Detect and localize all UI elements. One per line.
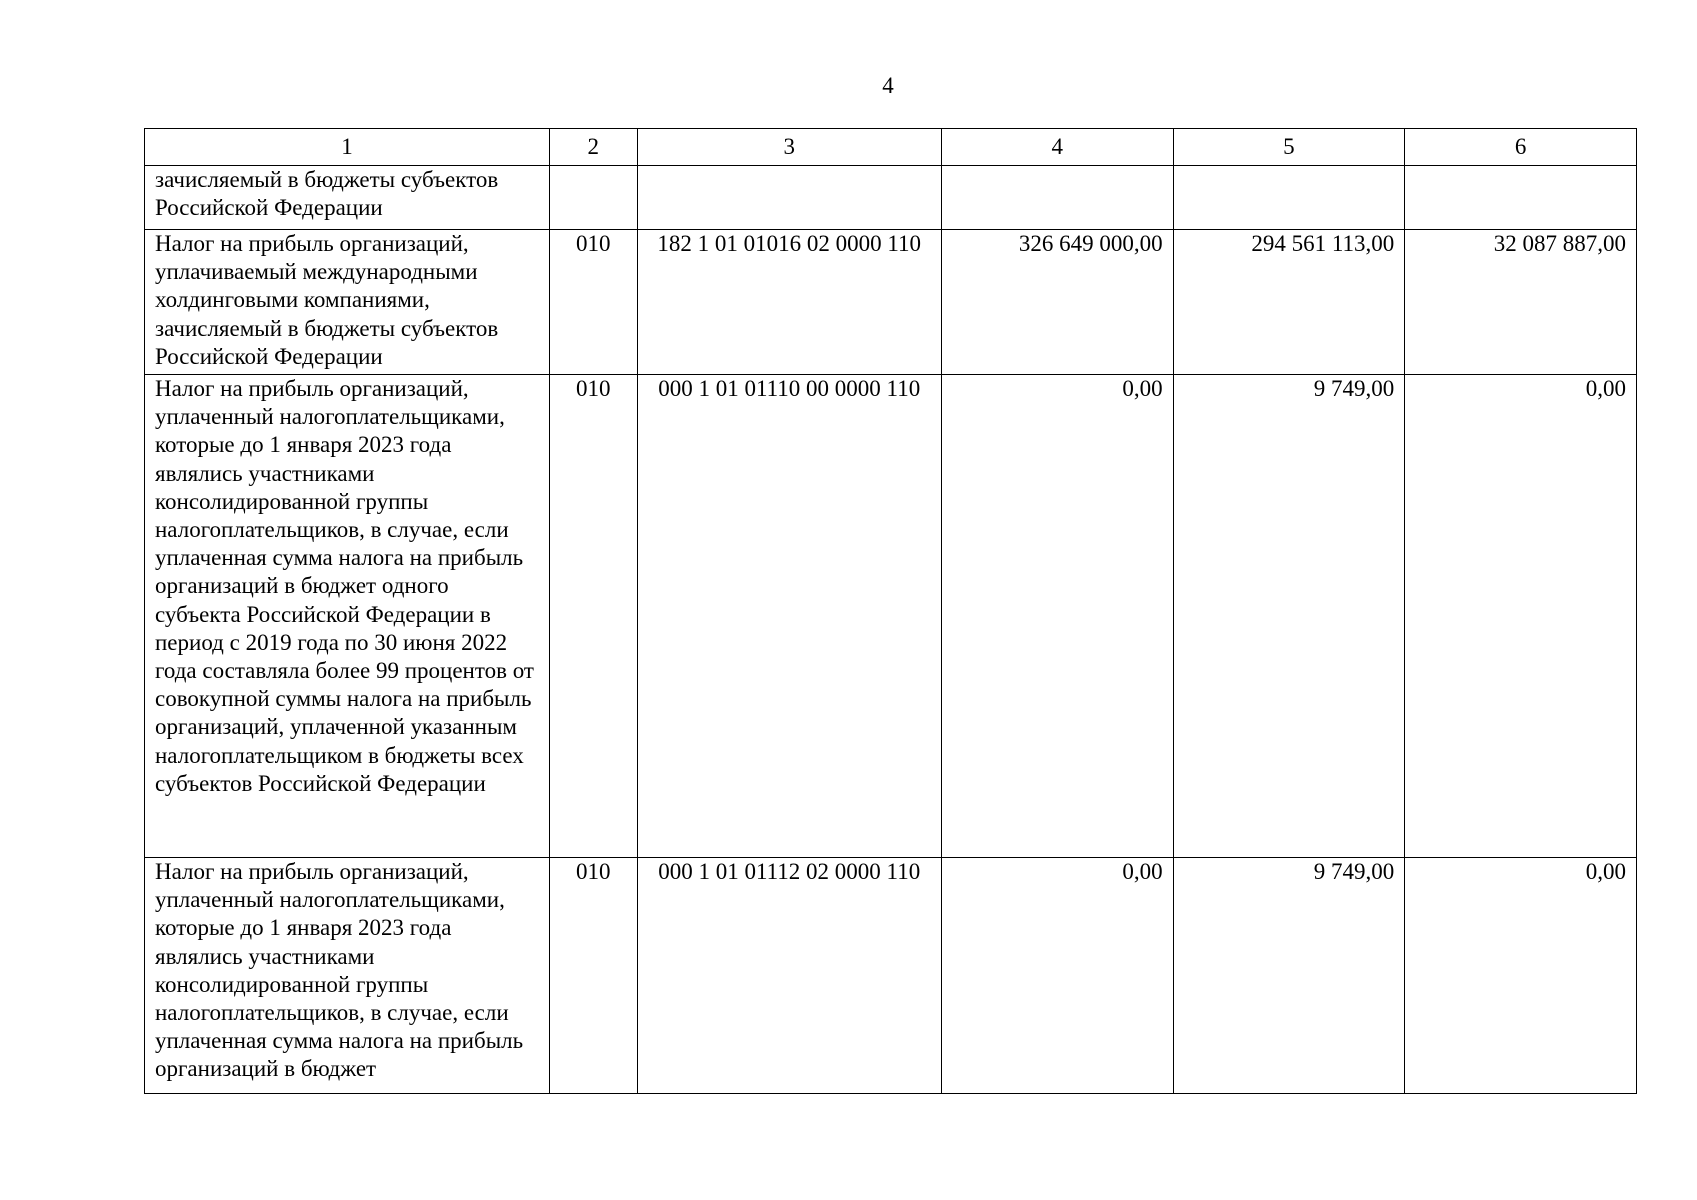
column-header: 6 [1405, 129, 1637, 166]
row-kbk: 000 1 01 01110 00 0000 110 [637, 375, 941, 858]
row-col6: 32 087 887,00 [1405, 230, 1637, 375]
row-kbk: 182 1 01 01016 02 0000 110 [637, 230, 941, 375]
table-row [145, 858, 1637, 1094]
row-col4: 326 649 000,00 [941, 230, 1173, 375]
column-header: 5 [1173, 129, 1405, 166]
row-col5 [1173, 166, 1405, 230]
row-name: Налог на прибыль организаций, уплаченный налогоплательщиками, которые до 1 января 2023 года являлись участниками консолидированной группы налогоплательщиков, в случае, если уплаченная сумма налога на прибыль организаций в бюджет одного субъекта Российской Федерации в период с 2019 года по 30 июня 2022 года составляла более 99 процентов от совокупной суммы налога на прибыль организаций, уплаченной указанным налогоплательщиком в бюджеты всех субъектов Российской Федерации [145, 375, 550, 858]
row-col4: 0,00 [941, 858, 1173, 1094]
row-col6 [1405, 166, 1637, 230]
row-col5: 9 749,00 [1173, 858, 1405, 1094]
column-header: 4 [941, 129, 1173, 166]
row-code [549, 166, 637, 230]
row-name: зачисляемый в бюджеты субъектов Российской Федерации [145, 166, 550, 230]
row-col4: 0,00 [941, 375, 1173, 858]
row-code: 010 [549, 375, 637, 858]
table-header-row [145, 129, 1637, 166]
page-number: 4 [882, 73, 894, 98]
report-table [144, 128, 1637, 1094]
column-header: 2 [549, 129, 637, 166]
row-kbk: 000 1 01 01112 02 0000 110 [637, 858, 941, 1094]
row-col6: 0,00 [1405, 375, 1637, 858]
row-col4 [941, 166, 1173, 230]
row-name: Налог на прибыль организаций, уплачиваемый международными холдинговыми компаниями, зачисляемый в бюджеты субъектов Российской Федерации [145, 230, 550, 375]
row-kbk [637, 166, 941, 230]
table-row [145, 230, 1637, 375]
row-col5: 9 749,00 [1173, 375, 1405, 858]
row-name: Налог на прибыль организаций, уплаченный налогоплательщиками, которые до 1 января 2023 года являлись участниками консолидированной группы налогоплательщиков, в случае, если уплаченная сумма налога на прибыль организаций в бюджет [145, 858, 550, 1094]
row-col6: 0,00 [1405, 858, 1637, 1094]
row-code: 010 [549, 858, 637, 1094]
row-code: 010 [549, 230, 637, 375]
column-header: 3 [637, 129, 941, 166]
table-row [145, 375, 1637, 858]
column-header: 1 [145, 129, 550, 166]
table-row [145, 166, 1637, 230]
row-col5: 294 561 113,00 [1173, 230, 1405, 375]
